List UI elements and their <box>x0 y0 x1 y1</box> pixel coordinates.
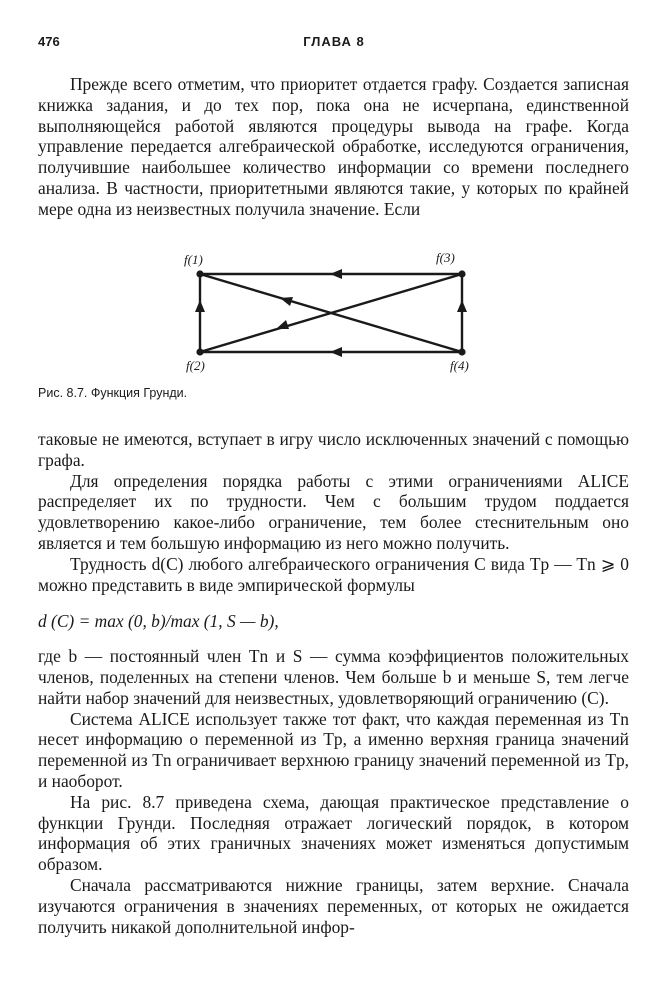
arrow-f3-f2 <box>276 320 289 329</box>
paragraph-grundy-scheme: На рис. 8.7 приведена схема, дающая практическое представление о функции Грунди. Последняя отражает логический порядок, в котором информация об этих граничных значениях может изменяться допустимым образом. <box>38 791 629 875</box>
running-head: ГЛАВА 8 <box>303 34 365 49</box>
label-f1: f(1) <box>184 252 203 267</box>
figure-caption: Рис. 8.7. Функция Грунди. <box>38 386 188 400</box>
node-f4 <box>458 348 465 355</box>
arrow-f4-f2 <box>330 347 342 357</box>
paragraph-continuation: таковые не имеются, вступает в игру число исключенных значений с помощью графа. <box>38 429 629 470</box>
paragraph-formula-explanation: где b — постоянный член Tn и S — сумма коэффициентов положительных членов, поделенных на степени членов. Чем больше b и меньше S, тем легче найти набор значений для неизвестных, удовлетворяющий ограничению (C). <box>38 646 629 708</box>
paragraph-difficulty-formula-intro: Трудность d(C) любого алгебраического ограничения C вида Tp — Tn ⩾ 0 можно представить в виде эмпирической формулы <box>38 553 629 595</box>
arrow-f3-f1 <box>330 269 342 279</box>
label-f2: f(2) <box>186 358 205 373</box>
label-f3: f(3) <box>436 250 455 265</box>
difficulty-formula: d (C) = max (0, b)/max (1, S — b), <box>38 611 279 632</box>
page-header <box>38 34 630 54</box>
arrow-f4-f3 <box>457 300 467 312</box>
paragraph-difficulty-order: Для определения порядка работы с этими ограничениями ALICE распределяет их по трудности. Чем с большим трудом поддается удовлетворению какое-либо ограничение, тем более стеснительным оно является и тем большую информацию из него можно получить. <box>38 470 629 553</box>
grundy-function-figure <box>180 248 490 374</box>
node-f3 <box>458 270 465 277</box>
arrow-f4-f1 <box>280 297 293 306</box>
paragraph-priority: Прежде всего отметим, что приоритет отдается графу. Создается записная книжка задания, и до тех пор, пока она не исчерпана, единственной выполняющейся работой являются процедуры вывода на графе. Когда управление передается алгебраической обработке, исследуются ограничения, получившие наибольшее количество информации со времени последнего анализа. В частности, приоритетными являются такие, у которых по крайней мере одна из неизвестных получила значение. Если <box>38 74 629 219</box>
label-f4: f(4) <box>450 358 469 373</box>
arrow-f2-f1 <box>195 300 205 312</box>
body-text-top <box>38 74 629 220</box>
paragraph-bounds-information: Система ALICE использует также тот факт, что каждая переменная из Tn несет информацию о переменной из Tp, а именно верхняя граница значений переменной из Tn ограничивает верхнюю границу значений переменной из Tp, и наоборот. <box>38 708 629 791</box>
node-f2 <box>196 348 203 355</box>
node-f1 <box>196 270 203 277</box>
body-text-bottom <box>38 429 629 937</box>
paragraph-lower-upper-bounds: Сначала рассматриваются нижние границы, затем верхние. Сначала изучаются ограничения в значениях переменных, от которых не ожидается получить никакой дополнительной инфор- <box>38 874 629 937</box>
grundy-diagram <box>180 248 490 374</box>
page-number: 476 <box>38 34 60 49</box>
